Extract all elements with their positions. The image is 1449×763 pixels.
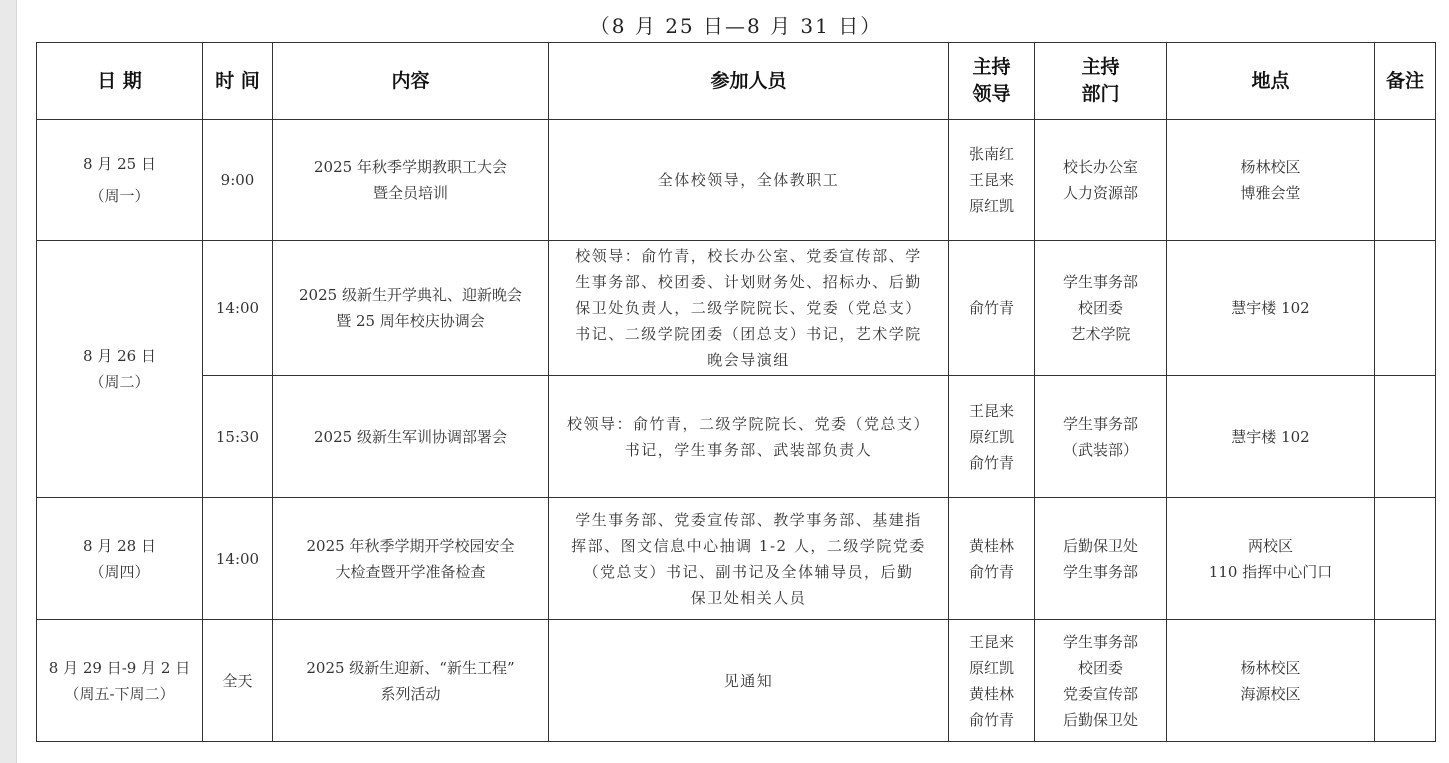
attendees-line: （党总支）书记、副书记及全体辅导员，后勤 [583, 562, 914, 581]
table-row [37, 241, 1436, 376]
date-cell [37, 120, 203, 241]
date-line: 8 月 26 日 [83, 347, 156, 365]
dept-cell [1035, 241, 1167, 376]
dept-name: 艺术学院 [1070, 325, 1131, 343]
header-leader-line: 主持 [972, 56, 1011, 78]
attendees-cell [549, 498, 949, 620]
dept-name: 党委宣传部 [1062, 684, 1138, 703]
header-leader-line: 领导 [972, 83, 1011, 105]
dept-cell [1035, 376, 1167, 498]
location-cell [1167, 498, 1375, 620]
attendees-line: 校领导：俞竹青，校长办公室、党委宣传部、学 [575, 247, 922, 265]
notes-cell [1375, 376, 1436, 498]
header-location: 地点 [1167, 43, 1375, 120]
leader-name: 王昆来 [968, 632, 1014, 651]
location-line: 杨林校区 [1240, 158, 1301, 176]
weekday-line: （周四） [89, 562, 150, 581]
attendees-line: 保卫处相关人员 [690, 588, 807, 607]
leader-cell [949, 120, 1035, 241]
content-line: 2025 级新生开学典礼、迎新晚会 [299, 286, 522, 304]
date-cell [37, 241, 203, 498]
location-cell [1167, 376, 1375, 498]
leader-name: 王昆来 [968, 401, 1014, 420]
table-row [37, 620, 1436, 742]
leader-name: 俞竹青 [968, 299, 1014, 317]
location-cell [1167, 120, 1375, 241]
dept-cell [1035, 620, 1167, 742]
leader-name: 原红凯 [968, 658, 1014, 677]
dept-name: 学生事务部 [1062, 273, 1138, 291]
dept-cell [1035, 498, 1167, 620]
header-notes: 备注 [1375, 43, 1436, 120]
location-line: 慧宇楼 102 [1231, 299, 1310, 317]
leader-name: 王昆来 [968, 171, 1014, 189]
content-line: 系列活动 [380, 684, 441, 703]
location-line: 两校区 [1247, 536, 1293, 555]
table-row [37, 498, 1436, 620]
time-cell: 全天 [203, 620, 273, 742]
weekday-line: （周一） [89, 187, 150, 205]
table-row [37, 120, 1436, 241]
header-dept [1035, 43, 1167, 120]
dept-name: 校长办公室 [1062, 158, 1138, 176]
leader-cell [949, 620, 1035, 742]
notes-cell [1375, 120, 1436, 241]
time-cell: 15:30 [203, 376, 273, 498]
table-row [37, 376, 1436, 498]
time-cell: 14:00 [203, 498, 273, 620]
header-attendees: 参加人员 [549, 43, 949, 120]
dept-name: 校团委 [1077, 299, 1123, 317]
notes-cell [1375, 498, 1436, 620]
schedule-table [36, 42, 1436, 742]
location-line: 110 指挥中心门口 [1208, 562, 1333, 581]
attendees-line: 书记、二级学院团委（团总支）书记，艺术学院 [575, 325, 922, 343]
attendees-line: 学生事务部、党委宣传部、教学事务部、基建指 [575, 510, 922, 529]
header-dept-line: 主持 [1081, 56, 1120, 78]
content-line: 暨全员培训 [372, 184, 448, 202]
attendees-line: 保卫处负责人，二级学院院长、党委（党总支） [575, 299, 922, 317]
header-content: 内容 [273, 43, 549, 120]
weekday-line: （周二） [89, 373, 150, 391]
leader-name: 张南红 [968, 145, 1014, 163]
date-line: 8 月 25 日 [83, 155, 156, 173]
leader-name: 俞竹青 [968, 453, 1014, 472]
header-date: 日 期 [37, 43, 203, 120]
dept-name: 后勤保卫处 [1062, 536, 1138, 555]
header-time: 时 间 [203, 43, 273, 120]
time-cell: 9:00 [203, 120, 273, 241]
date-cell [37, 620, 203, 742]
location-line: 杨林校区 [1240, 658, 1301, 677]
attendees-line: 挥部、图文信息中心抽调 1-2 人，二级学院党委 [571, 536, 926, 555]
leader-name: 原红凯 [968, 197, 1014, 215]
dept-name: 人力资源部 [1062, 184, 1138, 202]
notes-cell [1375, 620, 1436, 742]
date-range-subtitle: （8 月 25 日—8 月 31 日） [589, 14, 883, 38]
header-dept-line: 部门 [1081, 83, 1120, 105]
leader-name: 黄桂林 [968, 684, 1014, 703]
leader-name: 俞竹青 [968, 710, 1014, 729]
date-line: 8 月 28 日 [83, 536, 156, 555]
dept-name: 学生事务部 [1062, 562, 1138, 581]
leader-cell [949, 376, 1035, 498]
content-line: 2025 年秋季学期教职工大会 [314, 158, 507, 176]
attendees-line: 书记，学生事务部、武装部负责人 [624, 440, 873, 459]
leader-cell [949, 498, 1035, 620]
attendees-line: 校领导：俞竹青，二级学院院长、党委（党总支） [566, 414, 930, 433]
content-cell [273, 120, 549, 241]
location-line: 博雅会堂 [1240, 184, 1301, 202]
content-cell [273, 376, 549, 498]
leader-name: 黄桂林 [968, 536, 1014, 555]
content-cell [273, 241, 549, 376]
attendees-cell: 见通知 [549, 620, 949, 742]
header-leader [949, 43, 1035, 120]
content-cell [273, 620, 549, 742]
weekday-line: （周五-下周二） [64, 684, 175, 703]
dept-name: 学生事务部 [1062, 632, 1138, 651]
location-line: 海源校区 [1240, 684, 1301, 703]
page-margin [0, 0, 17, 763]
attendees-cell [549, 241, 949, 376]
dept-name: 后勤保卫处 [1062, 710, 1138, 729]
dept-cell [1035, 120, 1167, 241]
attendees-line: 晚会导演组 [707, 351, 790, 369]
leader-cell [949, 241, 1035, 376]
leader-name: 原红凯 [968, 427, 1014, 446]
location-cell [1167, 241, 1375, 376]
attendees-cell [549, 376, 949, 498]
location-line: 慧宇楼 102 [1231, 427, 1310, 446]
date-cell [37, 498, 203, 620]
content-cell [273, 498, 549, 620]
time-cell: 14:00 [203, 241, 273, 376]
dept-name: 校团委 [1077, 658, 1123, 677]
content-line: 2025 年秋季学期开学校园安全 [306, 536, 515, 555]
notes-cell [1375, 241, 1436, 376]
content-line: 2025 级新生迎新、“新生工程” [306, 658, 515, 677]
content-line: 暨 25 周年校庆协调会 [336, 312, 485, 330]
leader-name: 俞竹青 [968, 562, 1014, 581]
content-line: 大检查暨开学准备检查 [335, 562, 486, 581]
location-cell [1167, 620, 1375, 742]
date-line: 8 月 29 日-9 月 2 日 [48, 658, 191, 677]
attendees-cell: 全体校领导，全体教职工 [549, 120, 949, 241]
dept-name: （武装部） [1062, 440, 1138, 459]
content-line: 2025 级新生军训协调部署会 [314, 427, 507, 446]
attendees-line: 生事务部、校团委、计划财务处、招标办、后勤 [575, 273, 922, 291]
dept-name: 学生事务部 [1062, 414, 1138, 433]
table-header-row [37, 43, 1436, 120]
